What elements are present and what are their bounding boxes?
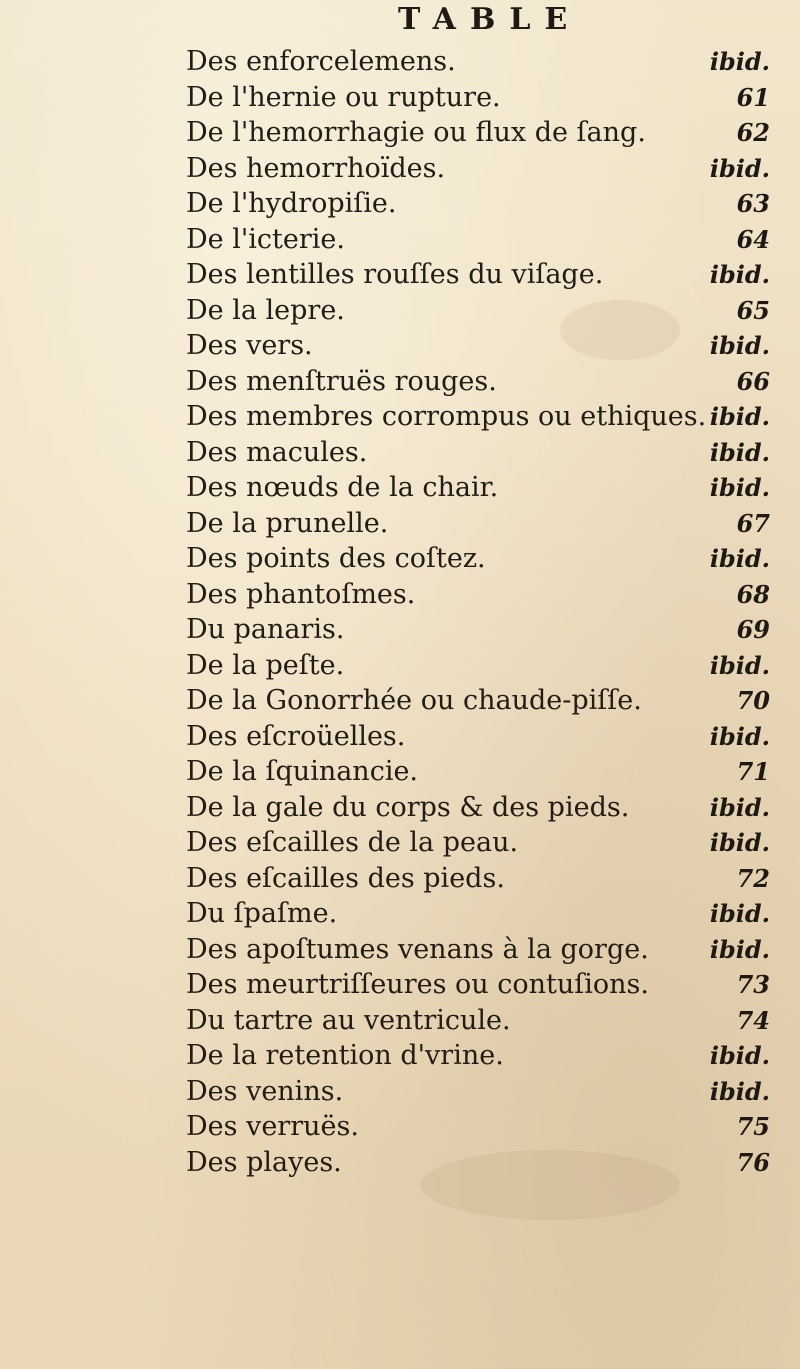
entry-page-ref: 65 [736,295,770,325]
entry-page-ref: ibid. [709,1076,770,1106]
toc-entry [0,365,800,401]
toc-entry [0,45,800,81]
toc-entry [0,436,800,472]
entry-page-ref: 69 [736,615,770,644]
entry-page-ref: ibid. [709,331,770,360]
entry-label: Des vers. [186,330,313,361]
toc-entry [0,187,800,223]
entry-label: Des venins. [186,1075,344,1107]
entry-page-ref: 75 [736,1112,770,1141]
entry-page-ref: ibid. [709,1041,770,1070]
toc-entry [0,1075,800,1111]
toc-entry [0,542,800,578]
entry-label: Des eſcroüelles. [186,720,406,752]
toc-entry [0,968,800,1004]
toc-entry [0,1039,800,1075]
toc-entry [0,294,800,330]
table-of-contents [0,45,800,1181]
toc-entry [0,258,800,294]
entry-page-ref: 64 [736,224,770,254]
entry-label: Des nœuds de la chair. [186,472,499,503]
entry-label: Des eſcailles de la peau. [186,827,519,858]
entry-label: Des enforcelemens. [186,46,456,77]
entry-label: Des verruës. [186,1111,359,1142]
entry-page-ref: ibid. [709,934,770,964]
entry-label: De la peſte. [186,649,345,681]
entry-label: Des lentilles rouſſes du viſage. [186,259,604,290]
entry-page-ref: ibid. [709,473,770,502]
toc-entry [0,933,800,969]
toc-entry [0,649,800,685]
entry-label: De l'hemorrhagie ou flux de ſang. [186,117,646,148]
entry-label: Du tartre au ventricule. [186,1004,511,1036]
toc-entry [0,81,800,117]
toc-entry [0,1004,800,1040]
entry-page-ref: 61 [736,82,770,112]
toc-entry [0,684,800,720]
entry-label: Du panaris. [186,614,345,645]
entry-page-ref: 72 [736,863,770,893]
entry-page-ref: ibid. [709,402,770,431]
entry-page-ref: 73 [736,970,770,999]
entry-page-ref: 71 [736,757,770,786]
running-head: TABLE [398,2,582,37]
entry-page-ref: 66 [736,366,770,396]
toc-entry [0,223,800,259]
entry-page-ref: ibid. [709,650,770,680]
entry-label: De la prunelle. [186,507,389,539]
toc-entry [0,471,800,507]
entry-page-ref: 70 [736,686,770,715]
toc-entry [0,862,800,898]
entry-label: De la ſquinancie. [186,756,419,787]
entry-label: Du ſpaſme. [186,898,338,929]
entry-page-ref: ibid. [709,544,770,573]
toc-entry [0,897,800,933]
entry-page-ref: 68 [736,579,770,609]
entry-label: De l'hydropiſie. [186,188,397,219]
entry-label: Des menſtruës rouges. [186,365,497,397]
entry-page-ref: ibid. [709,721,770,751]
entry-label: Des phantoſmes. [186,578,416,610]
entry-label: De la Gonorrhée ou chaude-piſſe. [186,685,642,716]
toc-entry [0,613,800,649]
entry-label: Des macules. [186,436,368,468]
entry-page-ref: 63 [736,189,770,218]
entry-page-ref: 67 [736,508,770,538]
entry-label: De l'hernie ou rupture. [186,81,501,113]
entry-label: Des playes. [186,1146,342,1178]
entry-page-ref: ibid. [709,47,770,76]
toc-entry [0,755,800,791]
entry-label: Des apoſtumes venans à la gorge. [186,933,649,965]
toc-entry [0,400,800,436]
entry-page-ref: 76 [736,1147,770,1177]
entry-page-ref: ibid. [709,792,770,822]
entry-page-ref: ibid. [709,899,770,928]
entry-page-ref: 62 [736,118,770,147]
entry-label: De la gale du corps & des pieds. [186,791,630,823]
toc-entry [0,1146,800,1182]
entry-label: Des eſcailles des pieds. [186,862,505,894]
entry-label: Des hemorrhoïdes. [186,152,446,184]
toc-entry [0,507,800,543]
entry-label: De la lepre. [186,294,345,326]
entry-page-ref: ibid. [709,437,770,467]
entry-label: Des points des coſtez. [186,543,486,574]
toc-entry [0,152,800,188]
entry-label: De l'icterie. [186,223,345,255]
entry-page-ref: 74 [736,1005,770,1035]
toc-entry [0,329,800,365]
entry-label: Des membres corrompus ou ethiques. [186,401,707,432]
toc-entry [0,1110,800,1146]
toc-entry [0,720,800,756]
toc-entry [0,791,800,827]
entry-page-ref: ibid. [709,260,770,289]
entry-page-ref: ibid. [709,828,770,857]
entry-page-ref: ibid. [709,153,770,183]
toc-entry [0,116,800,152]
toc-entry [0,826,800,862]
entry-label: De la retention d'vrine. [186,1040,504,1071]
entry-label: Des meurtriſſeures ou contuſions. [186,969,649,1000]
toc-entry [0,578,800,614]
